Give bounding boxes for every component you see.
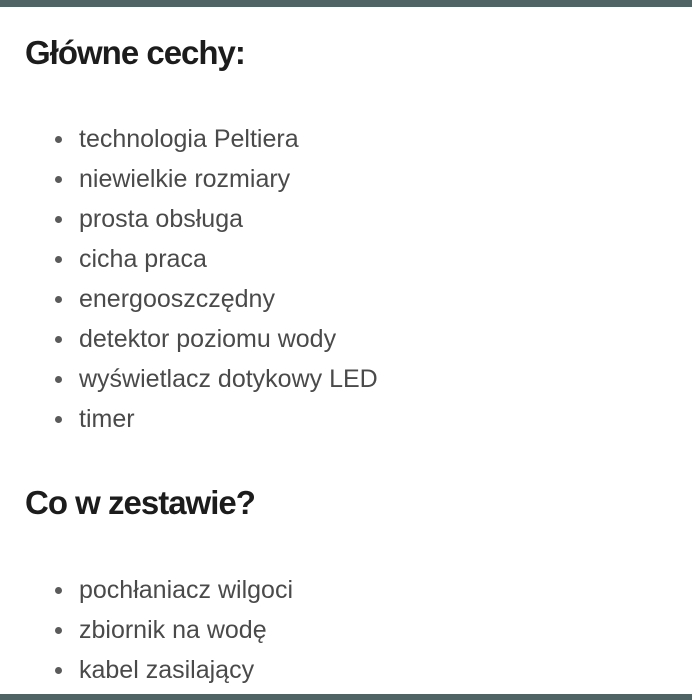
product-description bbox=[0, 7, 692, 694]
list-item-text: timer bbox=[79, 405, 135, 433]
list-item bbox=[52, 159, 378, 199]
bullet-icon bbox=[55, 376, 62, 383]
list-item-text: cicha praca bbox=[79, 245, 207, 273]
package-contents-heading: Co w zestawie? bbox=[25, 484, 255, 521]
list-item-text: niewielkie rozmiary bbox=[79, 165, 291, 193]
bullet-icon bbox=[55, 416, 62, 423]
bullet-icon bbox=[55, 256, 62, 263]
bullet-icon bbox=[55, 627, 62, 634]
list-item bbox=[52, 610, 293, 650]
top-border bbox=[0, 0, 692, 7]
package-contents-list bbox=[52, 570, 293, 690]
list-item-text: energooszczędny bbox=[79, 285, 275, 313]
list-item bbox=[52, 279, 378, 319]
list-item bbox=[52, 319, 378, 359]
list-item bbox=[52, 359, 378, 399]
bullet-icon bbox=[55, 667, 62, 674]
features-list bbox=[52, 119, 378, 439]
list-item bbox=[52, 570, 293, 610]
list-item-text: kabel zasilający bbox=[79, 656, 255, 684]
list-item bbox=[52, 199, 378, 239]
list-item-text: detektor poziomu wody bbox=[79, 325, 337, 353]
list-item-text: prosta obsługa bbox=[79, 205, 244, 233]
list-item-text: zbiornik na wodę bbox=[79, 616, 267, 644]
bullet-icon bbox=[55, 136, 62, 143]
list-item-text: wyświetlacz dotykowy LED bbox=[79, 365, 378, 393]
list-item-text: pochłaniacz wilgoci bbox=[79, 576, 294, 604]
list-item bbox=[52, 239, 378, 279]
list-item bbox=[52, 119, 378, 159]
list-item bbox=[52, 399, 378, 439]
bullet-icon bbox=[55, 336, 62, 343]
list-item-text: technologia Peltiera bbox=[79, 125, 299, 153]
bottom-border bbox=[0, 694, 692, 700]
bullet-icon bbox=[55, 176, 62, 183]
bullet-icon bbox=[55, 216, 62, 223]
list-item bbox=[52, 650, 293, 690]
bullet-icon bbox=[55, 587, 62, 594]
features-heading: Główne cechy: bbox=[25, 34, 245, 71]
bullet-icon bbox=[55, 296, 62, 303]
